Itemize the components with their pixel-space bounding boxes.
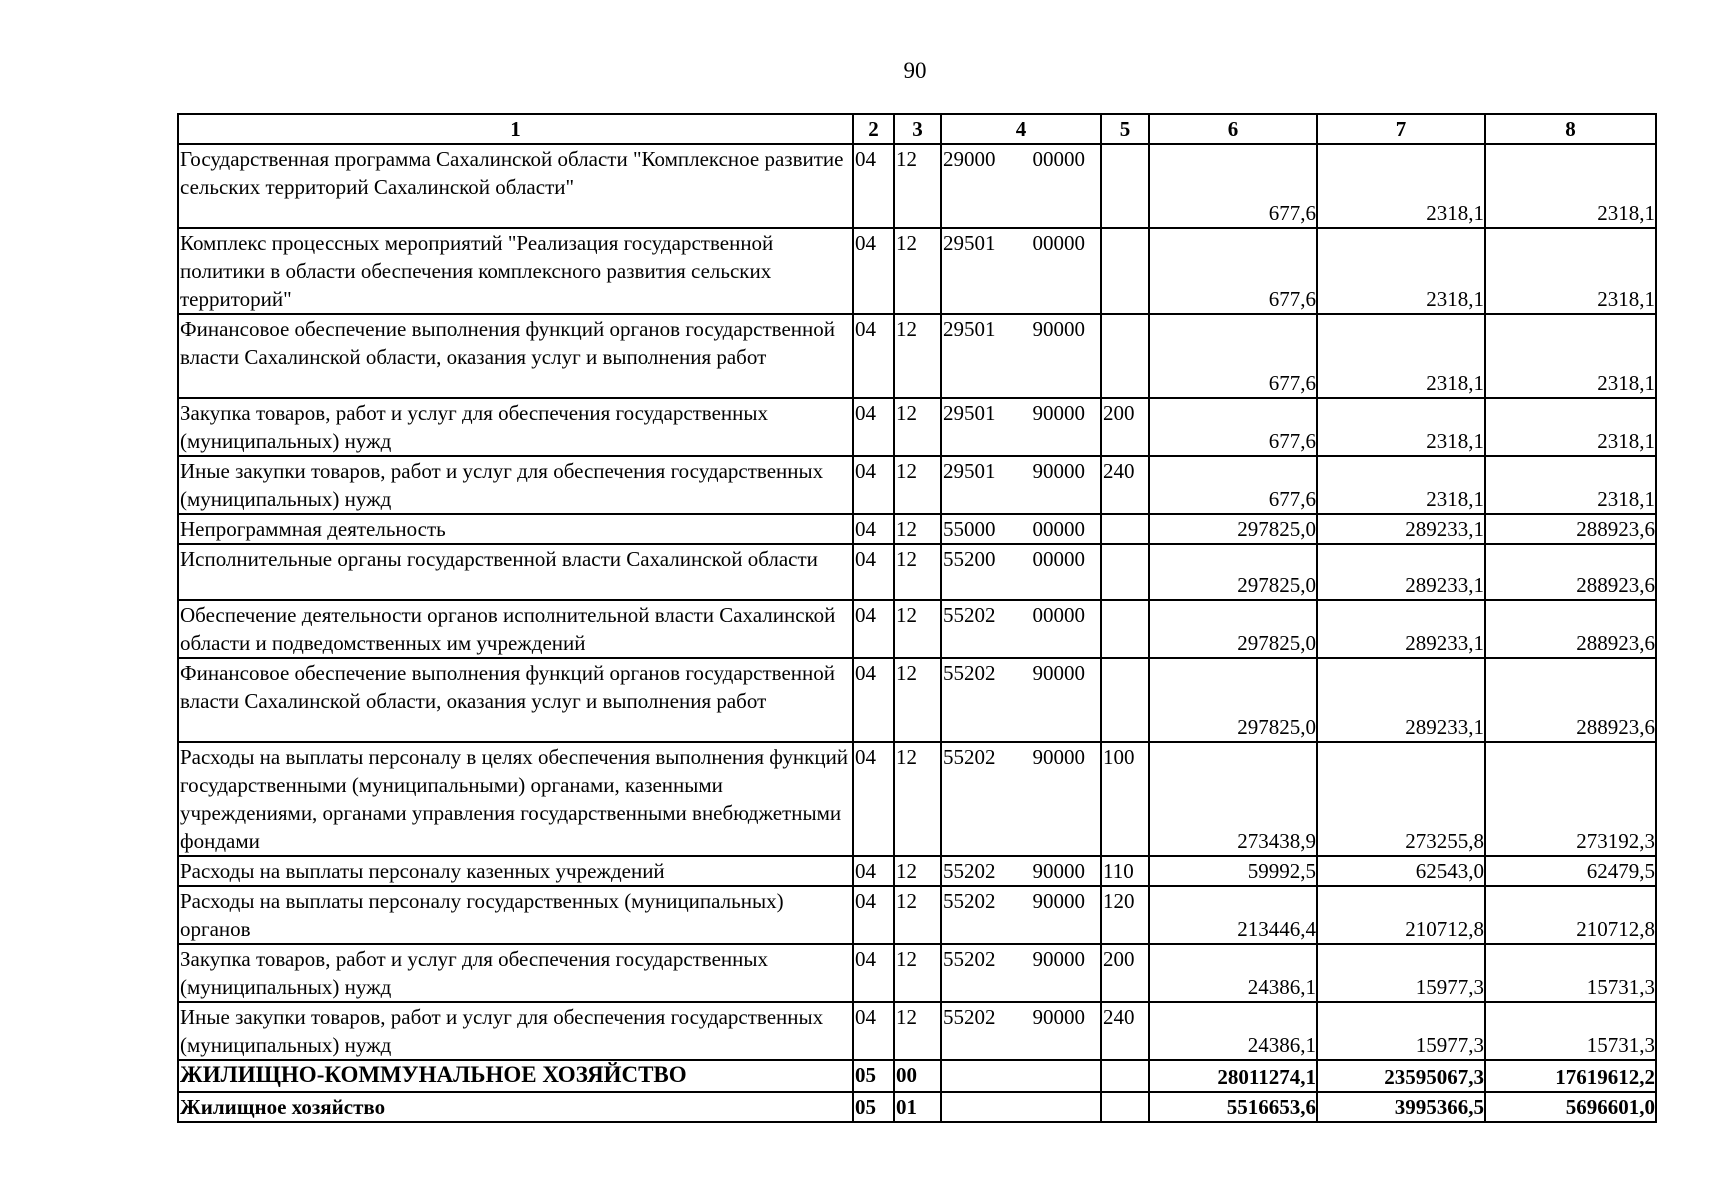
expense-type-code (1101, 544, 1149, 600)
section-code: 05 (853, 1060, 894, 1092)
amount-col-8: 288923,6 (1485, 658, 1656, 742)
table-row (178, 742, 1656, 856)
row-name: Финансовое обеспечение выполнения функций органов государственной власти Сахалинской области, оказания услуг и выполнения работ (178, 658, 853, 742)
amount-col-8: 210712,8 (1485, 886, 1656, 944)
subsection-code: 12 (894, 456, 941, 514)
row-name: Исполнительные органы государственной власти Сахалинской области (178, 544, 853, 600)
target-article-part-1: 29501 (943, 459, 996, 483)
expense-type-code (1101, 314, 1149, 398)
amount-col-8: 2318,1 (1485, 228, 1656, 314)
table-row (178, 1002, 1656, 1060)
amount-col-8: 15731,3 (1485, 944, 1656, 1002)
target-article-part-1: 29501 (943, 317, 996, 341)
section-code: 04 (853, 658, 894, 742)
amount-col-8: 288923,6 (1485, 544, 1656, 600)
section-code: 04 (853, 856, 894, 886)
amount-col-8: 2318,1 (1485, 314, 1656, 398)
table-row (178, 1092, 1656, 1122)
budget-table (177, 113, 1657, 1123)
amount-col-6: 24386,1 (1149, 944, 1317, 1002)
amount-col-7: 15977,3 (1317, 1002, 1485, 1060)
target-article-part-1: 55202 (943, 889, 996, 913)
amount-col-8: 2318,1 (1485, 398, 1656, 456)
amount-col-8: 62479,5 (1485, 856, 1656, 886)
section-code: 04 (853, 228, 894, 314)
table-row (178, 456, 1656, 514)
expense-type-code: 110 (1101, 856, 1149, 886)
amount-col-7: 2318,1 (1317, 456, 1485, 514)
header-cell: 2 (853, 114, 894, 144)
row-name: Расходы на выплаты персоналу казенных учреждений (178, 856, 853, 886)
amount-col-6: 297825,0 (1149, 544, 1317, 600)
expense-type-code: 240 (1101, 456, 1149, 514)
target-article-part-1: 55202 (943, 745, 996, 769)
expense-type-code: 200 (1101, 398, 1149, 456)
amount-col-7: 289233,1 (1317, 544, 1485, 600)
section-code: 04 (853, 144, 894, 228)
section-code: 04 (853, 314, 894, 398)
amount-col-7: 23595067,3 (1317, 1060, 1485, 1092)
target-article-code (941, 1092, 1101, 1122)
page-number: 90 (903, 58, 927, 83)
subsection-code: 12 (894, 600, 941, 658)
target-article-part-1: 29000 (943, 147, 996, 171)
amount-col-8: 5696601,0 (1485, 1092, 1656, 1122)
target-article-code (941, 658, 1101, 742)
table-row (178, 514, 1656, 544)
target-article-part-1: 55200 (943, 547, 996, 571)
target-article-part-1: 29501 (943, 231, 996, 255)
table-row (178, 398, 1656, 456)
amount-col-8: 15731,3 (1485, 1002, 1656, 1060)
target-article-part-2: 90000 (1032, 745, 1085, 769)
row-name: Комплекс процессных мероприятий "Реализация государственной политики в области обеспечения комплексного развития сельских территорий" (178, 228, 853, 314)
table-row (178, 1060, 1656, 1092)
amount-col-6: 297825,0 (1149, 600, 1317, 658)
target-article-code (941, 314, 1101, 398)
target-article-part-2: 00000 (1032, 147, 1085, 171)
row-name: Обеспечение деятельности органов исполнительной власти Сахалинской области и подведомственных им учреждений (178, 600, 853, 658)
amount-col-7: 62543,0 (1317, 856, 1485, 886)
table-row (178, 228, 1656, 314)
table-row (178, 658, 1656, 742)
amount-col-7: 210712,8 (1317, 886, 1485, 944)
table-row (178, 944, 1656, 1002)
target-article-code (941, 886, 1101, 944)
amount-col-8: 2318,1 (1485, 144, 1656, 228)
amount-col-7: 2318,1 (1317, 228, 1485, 314)
table-row (178, 886, 1656, 944)
subsection-code: 12 (894, 398, 941, 456)
row-name: Расходы на выплаты персоналу государственных (муниципальных) органов (178, 886, 853, 944)
amount-col-6: 297825,0 (1149, 658, 1317, 742)
subsection-code: 01 (894, 1092, 941, 1122)
amount-col-6: 677,6 (1149, 228, 1317, 314)
amount-col-7: 3995366,5 (1317, 1092, 1485, 1122)
amount-col-6: 677,6 (1149, 314, 1317, 398)
row-name: Закупка товаров, работ и услуг для обеспечения государственных (муниципальных) нужд (178, 944, 853, 1002)
amount-col-6: 5516653,6 (1149, 1092, 1317, 1122)
expense-type-code: 240 (1101, 1002, 1149, 1060)
row-name: Жилищное хозяйство (178, 1092, 853, 1122)
amount-col-7: 273255,8 (1317, 742, 1485, 856)
target-article-code (941, 228, 1101, 314)
amount-col-8: 288923,6 (1485, 600, 1656, 658)
target-article-code (941, 144, 1101, 228)
section-code: 04 (853, 886, 894, 944)
target-article-code (941, 398, 1101, 456)
target-article-code (941, 600, 1101, 658)
expense-type-code: 100 (1101, 742, 1149, 856)
subsection-code: 12 (894, 544, 941, 600)
target-article-part-2: 00000 (1032, 547, 1085, 571)
header-cell: 6 (1149, 114, 1317, 144)
target-article-code (941, 544, 1101, 600)
expense-type-code (1101, 228, 1149, 314)
target-article-part-1: 55202 (943, 859, 996, 883)
amount-col-6: 297825,0 (1149, 514, 1317, 544)
section-code: 04 (853, 944, 894, 1002)
expense-type-code: 120 (1101, 886, 1149, 944)
subsection-code: 12 (894, 856, 941, 886)
target-article-code (941, 856, 1101, 886)
target-article-part-2: 90000 (1032, 1005, 1085, 1029)
amount-col-8: 288923,6 (1485, 514, 1656, 544)
row-name: Иные закупки товаров, работ и услуг для обеспечения государственных (муниципальных) нужд (178, 1002, 853, 1060)
table-row (178, 314, 1656, 398)
target-article-part-1: 29501 (943, 401, 996, 425)
subsection-code: 12 (894, 144, 941, 228)
table-row (178, 144, 1656, 228)
target-article-part-2: 90000 (1032, 661, 1085, 685)
section-code: 04 (853, 1002, 894, 1060)
expense-type-code (1101, 658, 1149, 742)
target-article-part-2: 90000 (1032, 459, 1085, 483)
target-article-code (941, 1002, 1101, 1060)
amount-col-6: 28011274,1 (1149, 1060, 1317, 1092)
amount-col-8: 273192,3 (1485, 742, 1656, 856)
amount-col-6: 677,6 (1149, 456, 1317, 514)
target-article-part-1: 55000 (943, 517, 996, 541)
row-name: Закупка товаров, работ и услуг для обеспечения государственных (муниципальных) нужд (178, 398, 853, 456)
target-article-code (941, 456, 1101, 514)
header-cell: 3 (894, 114, 941, 144)
header-row (178, 114, 1656, 144)
row-name: Государственная программа Сахалинской области "Комплексное развитие сельских территорий Сахалинской области" (178, 144, 853, 228)
row-name: Расходы на выплаты персоналу в целях обеспечения выполнения функций государственными (муниципальными) органами, казенными учреждениями, органами управления государственными внебюджетными фондами (178, 742, 853, 856)
amount-col-6: 273438,9 (1149, 742, 1317, 856)
header-cell: 1 (178, 114, 853, 144)
expense-type-code (1101, 514, 1149, 544)
expense-type-code (1101, 1092, 1149, 1122)
target-article-code (941, 1060, 1101, 1092)
amount-col-7: 15977,3 (1317, 944, 1485, 1002)
row-name: ЖИЛИЩНО-КОММУНАЛЬНОЕ ХОЗЯЙСТВО (178, 1060, 853, 1092)
expense-type-code (1101, 144, 1149, 228)
amount-col-7: 2318,1 (1317, 398, 1485, 456)
section-code: 04 (853, 456, 894, 514)
amount-col-6: 677,6 (1149, 144, 1317, 228)
row-name: Иные закупки товаров, работ и услуг для обеспечения государственных (муниципальных) нужд (178, 456, 853, 514)
amount-col-7: 289233,1 (1317, 514, 1485, 544)
amount-col-6: 677,6 (1149, 398, 1317, 456)
table-row (178, 600, 1656, 658)
subsection-code: 12 (894, 228, 941, 314)
target-article-code (941, 944, 1101, 1002)
target-article-part-2: 90000 (1032, 401, 1085, 425)
header-cell: 5 (1101, 114, 1149, 144)
section-code: 04 (853, 600, 894, 658)
target-article-part-2: 90000 (1032, 947, 1085, 971)
subsection-code: 00 (894, 1060, 941, 1092)
amount-col-6: 24386,1 (1149, 1002, 1317, 1060)
section-code: 04 (853, 514, 894, 544)
target-article-part-1: 55202 (943, 1005, 996, 1029)
amount-col-6: 213446,4 (1149, 886, 1317, 944)
section-code: 04 (853, 544, 894, 600)
section-code: 04 (853, 742, 894, 856)
target-article-part-2: 90000 (1032, 889, 1085, 913)
table-row (178, 544, 1656, 600)
header-cell: 4 (941, 114, 1101, 144)
subsection-code: 12 (894, 314, 941, 398)
target-article-part-2: 00000 (1032, 517, 1085, 541)
amount-col-7: 2318,1 (1317, 314, 1485, 398)
expense-type-code: 200 (1101, 944, 1149, 1002)
expense-type-code (1101, 600, 1149, 658)
subsection-code: 12 (894, 1002, 941, 1060)
amount-col-8: 2318,1 (1485, 456, 1656, 514)
table-row (178, 856, 1656, 886)
target-article-part-2: 90000 (1032, 317, 1085, 341)
row-name: Непрограммная деятельность (178, 514, 853, 544)
target-article-part-2: 00000 (1032, 231, 1085, 255)
target-article-part-2: 00000 (1032, 603, 1085, 627)
target-article-part-1: 55202 (943, 661, 996, 685)
amount-col-7: 289233,1 (1317, 658, 1485, 742)
header-cell: 7 (1317, 114, 1485, 144)
expense-type-code (1101, 1060, 1149, 1092)
target-article-code (941, 742, 1101, 856)
section-code: 04 (853, 398, 894, 456)
subsection-code: 12 (894, 742, 941, 856)
amount-col-7: 2318,1 (1317, 144, 1485, 228)
target-article-part-1: 55202 (943, 947, 996, 971)
target-article-part-1: 55202 (943, 603, 996, 627)
amount-col-6: 59992,5 (1149, 856, 1317, 886)
subsection-code: 12 (894, 514, 941, 544)
subsection-code: 12 (894, 658, 941, 742)
row-name: Финансовое обеспечение выполнения функций органов государственной власти Сахалинской области, оказания услуг и выполнения работ (178, 314, 853, 398)
amount-col-8: 17619612,2 (1485, 1060, 1656, 1092)
target-article-part-2: 90000 (1032, 859, 1085, 883)
header-cell: 8 (1485, 114, 1656, 144)
target-article-code (941, 514, 1101, 544)
subsection-code: 12 (894, 944, 941, 1002)
section-code: 05 (853, 1092, 894, 1122)
subsection-code: 12 (894, 886, 941, 944)
amount-col-7: 289233,1 (1317, 600, 1485, 658)
